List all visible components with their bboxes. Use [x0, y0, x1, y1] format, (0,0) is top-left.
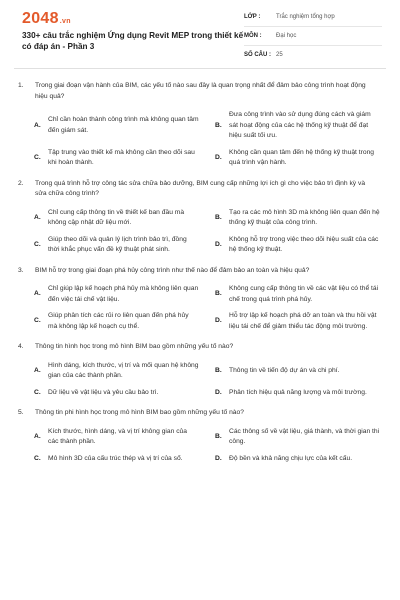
option-letter: D. [215, 388, 222, 396]
question-1 [14, 81, 386, 169]
answer-option-c[interactable] [34, 388, 205, 399]
question-text: Trong giai đoạn vận hành của BIM, các yếu tố nào sau đây là quan trọng nhất để đảm bảo công trình hoạt động hiệu quả? [35, 82, 366, 100]
answer-option-d[interactable] [215, 235, 386, 256]
answer-option-d[interactable] [215, 148, 386, 169]
option-letter: C. [34, 388, 41, 396]
meta-row-count [244, 46, 382, 64]
meta-row-subject [244, 27, 382, 46]
option-text: Chỉ cung cấp thông tin về thiết kế ban đầu mà không cập nhật dữ liệu mới. [48, 208, 185, 226]
option-text: Thông tin về tiến độ dự án và chi phí. [229, 366, 340, 374]
question-number: 5. [18, 409, 24, 416]
option-text: Không cần quan tâm đến hệ thống kỹ thuật trong quá trình vận hành. [229, 148, 375, 166]
meta-label: MÔN : [244, 33, 262, 39]
answer-options [14, 427, 386, 465]
document-header [14, 0, 386, 69]
answer-option-c[interactable] [34, 235, 205, 256]
meta-value: Đại học [276, 33, 297, 39]
answer-option-d[interactable] [215, 388, 386, 399]
option-text: Tạo ra các mô hình 3D mà không liên quan đến hệ thống kỹ thuật của công trình. [229, 208, 380, 226]
question-number: 2. [18, 179, 24, 187]
option-letter: B. [215, 432, 222, 440]
answer-option-a[interactable] [34, 110, 205, 142]
option-text: Kích thước, hình dáng, và vị trí không gian của các thành phần. [48, 427, 187, 445]
option-letter: A. [34, 213, 41, 221]
option-text: Chỉ cần hoàn thành công trình mà không quan tâm đến giám sát. [48, 116, 199, 134]
meta-value: Trắc nghiệm tổng hợp [276, 14, 335, 20]
option-text: Mô hình 3D của cấu trúc thép và vị trí của số. [48, 454, 183, 462]
answer-options [14, 284, 386, 332]
option-letter: A. [34, 432, 41, 440]
option-letter: C. [34, 153, 41, 161]
answer-options [14, 110, 386, 169]
answer-option-c[interactable] [34, 454, 205, 465]
question-list [14, 69, 386, 464]
option-letter: A. [34, 366, 41, 374]
question-4 [14, 342, 386, 398]
logo-tld: .vn [59, 18, 71, 25]
meta-label: LỚP : [244, 14, 261, 20]
option-letter: D. [215, 317, 222, 325]
question-3 [14, 266, 386, 333]
question-text: Thông tin hình học trong mô hình BIM bao gồm những yếu tố nào? [35, 343, 234, 350]
option-letter: B. [215, 121, 222, 129]
answer-option-a[interactable] [34, 427, 205, 448]
option-letter: C. [34, 454, 41, 462]
answer-option-a[interactable] [34, 208, 205, 229]
question-2 [14, 179, 386, 256]
question-number: 3. [18, 266, 24, 274]
option-text: Các thông số về vật liệu, giá thành, và thời gian thi công. [229, 427, 380, 445]
answer-option-b[interactable] [215, 361, 386, 382]
option-text: Giúp phân tích các rủi ro liên quan đến phá hủy mà không lập kế hoạch cụ thể. [48, 312, 189, 330]
question-text: BIM hỗ trợ trong giai đoạn phá hủy công trình như thế nào để đảm bảo an toàn và hiệu quả? [35, 266, 310, 274]
option-letter: C. [34, 317, 41, 325]
question-text: Thông tin phi hình học trong mô hình BIM bao gồm những yếu tố nào? [35, 409, 244, 416]
option-letter: B. [215, 213, 222, 221]
option-text: Chỉ giúp lập kế hoạch phá hủy mà không liên quan đến việc tái chế vật liệu. [48, 285, 199, 303]
answer-option-d[interactable] [215, 311, 386, 332]
answer-options [14, 361, 386, 399]
question-number: 4. [18, 343, 24, 350]
answer-option-a[interactable] [34, 284, 205, 305]
answer-option-b[interactable] [215, 427, 386, 448]
option-letter: A. [34, 290, 41, 298]
logo-text: 2048 [22, 10, 59, 27]
answer-option-a[interactable] [34, 361, 205, 382]
answer-options [14, 208, 386, 256]
meta-row-class [244, 8, 382, 27]
option-text: Dữ liệu về vật liệu và yêu cầu bảo trì. [48, 388, 159, 396]
meta-label: SỐ CÂU : [244, 52, 271, 58]
option-letter: B. [215, 366, 222, 374]
option-text: Hỗ trợ lập kế hoạch phá dỡ an toàn và thu hồi vật liệu tái chế để giảm thiểu tác động môi trường. [229, 312, 377, 330]
option-text: Giúp theo dõi và quản lý lịch trình bảo trì, đồng thời khắc phục vấn đề kỹ thuật phát sinh. [48, 235, 187, 253]
answer-option-c[interactable] [34, 148, 205, 169]
option-letter: D. [215, 454, 222, 462]
option-text: Không hỗ trợ trong việc theo dõi hiệu suất của các hệ thống kỹ thuật. [229, 235, 379, 253]
question-5 [14, 408, 386, 464]
option-letter: D. [215, 240, 222, 248]
option-letter: D. [215, 153, 222, 161]
option-text: Tập trung vào thiết kế mà không cần theo dõi sau khi hoàn thành. [48, 148, 195, 166]
option-text: Phân tích hiệu quả năng lượng và môi trường. [229, 388, 367, 396]
option-letter: C. [34, 240, 41, 248]
document-title: 330+ câu trắc nghiệm Ứng dụng Revit MEP trong thiết kế có đáp án - Phần 3 [22, 31, 244, 51]
option-text: Độ bền và khả năng chịu lực của kết cấu. [229, 454, 353, 462]
meta-value: 25 [276, 52, 283, 58]
question-number: 1. [18, 82, 24, 89]
answer-option-d[interactable] [215, 454, 386, 465]
answer-option-b[interactable] [215, 208, 386, 229]
answer-option-b[interactable] [215, 284, 386, 305]
answer-option-b[interactable] [215, 110, 386, 142]
option-text: Không cung cấp thông tin về các vật liệu có thể tái chế trong quá trình phá hủy. [229, 285, 379, 303]
option-text: Đưa công trình vào sử dụng đúng cách và giám sát hoạt động của các hệ thống kỹ thuật để đạt hiệu suất tối ưu. [229, 111, 371, 139]
question-text: Trong quá trình hỗ trợ công tác sửa chữa bảo dưỡng, BIM cung cấp những lợi ích gì cho việc bảo trì định kỳ và sửa chữa công trình? [35, 179, 366, 197]
option-letter: B. [215, 290, 222, 298]
site-logo[interactable] [22, 10, 71, 28]
option-letter: A. [34, 121, 41, 129]
option-text: Hình dáng, kích thước, vị trí và mối quan hệ không gian của các thành phần. [48, 361, 199, 379]
meta-table [244, 8, 382, 64]
answer-option-c[interactable] [34, 311, 205, 332]
